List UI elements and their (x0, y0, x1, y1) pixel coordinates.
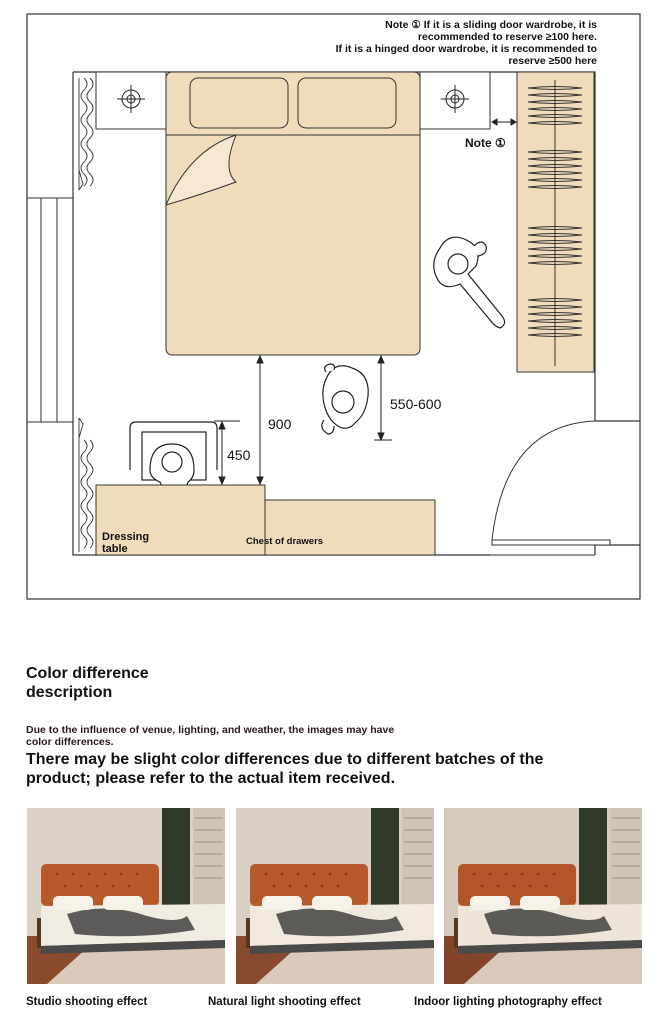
note-label: Note ① (465, 136, 506, 150)
wardrobe (517, 72, 594, 372)
window (27, 198, 73, 422)
nightstand-left (96, 72, 166, 129)
dressing-table-label-2: table (102, 543, 128, 555)
chest-of-drawers-label: Chest of drawers (246, 536, 324, 547)
dim-900-label: 900 (268, 416, 292, 432)
dim-450-label: 450 (227, 447, 251, 463)
curtain-bottom (79, 418, 93, 552)
bedroom-photo-natural (236, 808, 434, 984)
note-top-line1: Note ① If it is a sliding door wardrobe, it is (385, 19, 597, 31)
batch-difference-note: There may be slight color differences due to different batches of the product; please refer to the actual item received. (26, 751, 544, 787)
note-top-line3: If it is a hinged door wardrobe, it is recommended to (335, 43, 597, 55)
bed (166, 72, 420, 355)
dressing-table-label-1: Dressing (102, 531, 150, 543)
person-icon (434, 237, 505, 328)
heading-line-2: description (26, 684, 113, 701)
dimension-900 (257, 356, 263, 484)
heading-line-1: Color difference (26, 665, 149, 682)
note-arrow (492, 119, 516, 125)
curtain-top (79, 78, 93, 190)
caption-indoor: Indoor lighting photography effect (414, 996, 602, 1008)
nightstand-right (420, 72, 490, 129)
person-icon (322, 364, 368, 434)
caption-studio: Studio shooting effect (26, 996, 148, 1008)
note-top-line4: reserve ≥500 here (508, 55, 597, 67)
bedroom-photo-studio (27, 808, 225, 984)
bedroom-photo-indoor (444, 808, 642, 984)
venue-lighting-note: Due to the influence of venue, lighting, and weather, the images may have color differences. (26, 724, 395, 748)
note-top-line2: recommended to reserve ≥100 here. (417, 31, 597, 43)
pillow-right (298, 78, 396, 128)
color-difference-heading (26, 664, 326, 702)
dim-550-600-label: 550-600 (390, 396, 442, 412)
caption-natural: Natural light shooting effect (208, 996, 361, 1008)
door (490, 421, 610, 555)
pillow-left (190, 78, 288, 128)
